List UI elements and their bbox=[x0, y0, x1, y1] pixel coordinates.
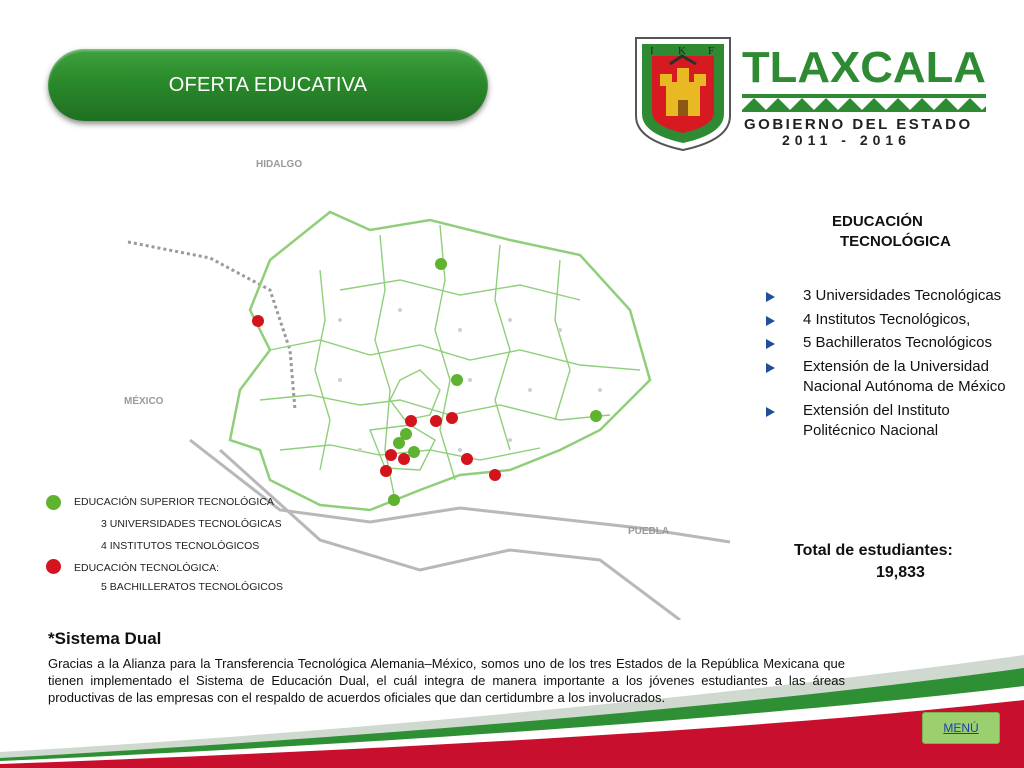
red-marker bbox=[446, 412, 458, 424]
map-label-mexico: MÉXICO bbox=[124, 396, 164, 407]
red-marker bbox=[405, 415, 417, 427]
legend-red-title: EDUCACIÓN TECNOLÓGICA: bbox=[74, 562, 220, 574]
dual-system-title: *Sistema Dual bbox=[48, 629, 162, 648]
red-marker bbox=[430, 415, 442, 427]
bullet-arrow-icon bbox=[766, 407, 775, 417]
legend-green-title: EDUCACIÓN SUPERIOR TECNOLÓGICA bbox=[74, 496, 274, 508]
list-item: 5 Bachilleratos Tecnológicos bbox=[766, 333, 1016, 354]
legend-red-item-1: 5 BACHILLERATOS TECNOLÓGICOS bbox=[101, 581, 284, 593]
green-marker bbox=[408, 446, 420, 458]
state-outline bbox=[230, 212, 650, 510]
bullet-arrow-icon bbox=[766, 339, 775, 349]
total-label: Total de estudiantes: bbox=[794, 542, 953, 559]
red-marker bbox=[385, 449, 397, 461]
green-marker bbox=[393, 437, 405, 449]
map-label-hidalgo: HIDALGO bbox=[256, 159, 303, 170]
logo-subtitle: GOBIERNO DEL ESTADO bbox=[744, 116, 973, 133]
list-item: 3 Universidades Tecnológicas bbox=[766, 286, 1016, 307]
total-value: 19,833 bbox=[876, 564, 925, 581]
legend-green-item-2: 4 INSTITUTOS TECNOLÓGICOS bbox=[101, 540, 260, 552]
page-title: OFERTA EDUCATIVA bbox=[168, 73, 368, 96]
side-title bbox=[832, 212, 951, 252]
green-marker bbox=[388, 494, 400, 506]
menu-link[interactable]: MENÚ bbox=[943, 721, 979, 735]
red-marker bbox=[489, 469, 501, 481]
legend-red-dot bbox=[46, 559, 61, 574]
svg-text:I: I bbox=[650, 45, 654, 57]
legend-green-dot bbox=[46, 495, 61, 510]
red-marker bbox=[380, 465, 392, 477]
total-students bbox=[794, 540, 953, 584]
red-marker bbox=[398, 453, 410, 465]
red-marker bbox=[461, 453, 473, 465]
page-title-banner bbox=[48, 49, 488, 121]
list-item: 4 Institutos Tecnológicos, bbox=[766, 310, 1016, 331]
tlaxcala-logo bbox=[630, 28, 1000, 156]
list-item: Extensión del Instituto Politécnico Nacional bbox=[766, 401, 1016, 442]
bullet-arrow-icon bbox=[766, 316, 775, 326]
map-label-puebla: PUEBLA bbox=[628, 526, 670, 537]
menu-button[interactable] bbox=[922, 712, 1000, 744]
bullet-arrow-icon bbox=[766, 292, 775, 302]
green-marker bbox=[590, 410, 602, 422]
legend-green-item-1: 3 UNIVERSIDADES TECNOLÓGICAS bbox=[101, 518, 282, 530]
bullet-arrow-icon bbox=[766, 363, 775, 373]
side-title-line2: TECNOLÓGICA bbox=[840, 233, 951, 250]
green-marker bbox=[435, 258, 447, 270]
svg-text:F: F bbox=[708, 45, 715, 57]
side-title-line1: EDUCACIÓN bbox=[832, 213, 923, 230]
green-marker bbox=[451, 374, 463, 386]
offer-list bbox=[766, 286, 1016, 445]
svg-text:K: K bbox=[678, 45, 686, 57]
red-marker bbox=[252, 315, 264, 327]
list-item: Extensión de la Universidad Nacional Autónoma de México bbox=[766, 357, 1016, 398]
dual-system-text: Gracias a la Alianza para la Transferencia Tecnológica Alemania–México, somos uno de los tres Estados de la República Mexicana que tienen implementado el Sistema de Educación Dual, el cuál integra de manera importante a los jóvenes estudiantes a las áreas productivas de las empresas con el respaldo de acuerdos oficiales que dan certidumbre a los involucrados. bbox=[48, 656, 845, 705]
logo-period: 2011 - 2016 bbox=[782, 132, 911, 148]
logo-name: TLAXCALA bbox=[742, 43, 986, 92]
